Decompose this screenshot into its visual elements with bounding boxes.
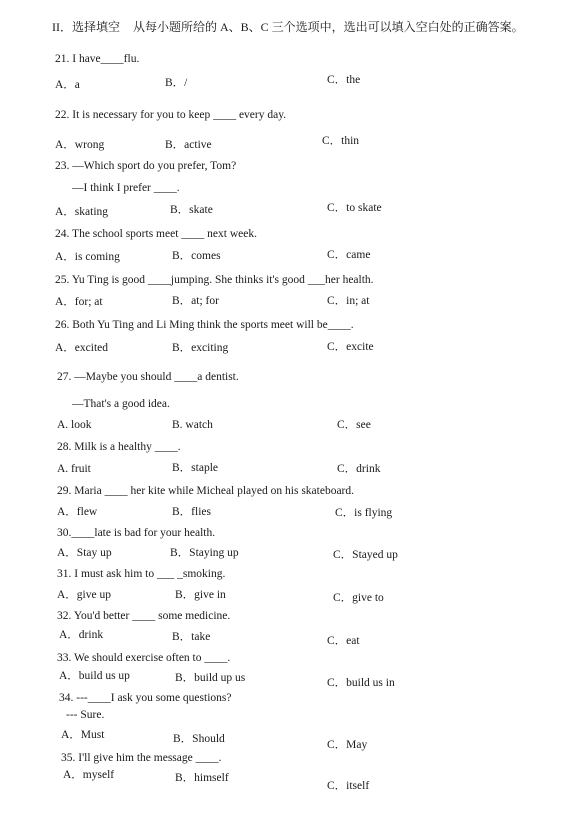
option-b: B．build up us (175, 672, 246, 684)
option-c: C．the (327, 74, 361, 86)
section-instruction: 从每小题所给的 A、B、C 三个选项中，选出可以填入空白处的正确答案。 (133, 20, 524, 34)
option-a: A．give up (57, 589, 111, 601)
option-a: A．wrong (55, 139, 105, 151)
question-stem: 30.____late is bad for your health. (57, 527, 216, 539)
option-c: C．in; at (327, 295, 370, 307)
option-b: B．skate (170, 204, 213, 216)
option-c: C．excite (327, 341, 374, 353)
option-a: A．myself (63, 769, 115, 781)
option-b: B．comes (172, 250, 221, 262)
option-c: C．see (337, 419, 371, 431)
question-stem: 22. It is necessary for you to keep ____ every day. (55, 109, 287, 121)
option-c: C．May (327, 739, 368, 751)
option-c: C．build us in (327, 677, 395, 689)
option-c: C．to skate (327, 202, 382, 214)
question-stem: 29. Maria ____ her kite while Micheal played on his skateboard. (57, 485, 355, 497)
option-b: B．/ (165, 77, 188, 89)
option-c: C．drink (337, 463, 381, 475)
option-a: A．Stay up (57, 547, 112, 559)
section-header (52, 20, 524, 34)
question-stem-line2: --- Sure. (66, 709, 105, 721)
section-label: II．选择填空 (52, 20, 120, 34)
question-stem: 24. The school sports meet ____ next week. (55, 228, 257, 240)
option-c: C．came (327, 249, 371, 261)
option-b: B．exciting (172, 342, 229, 354)
option-b: B．give in (175, 589, 226, 601)
question-stem: 27. —Maybe you should ____a dentist. (57, 371, 239, 383)
option-a: A．drink (59, 629, 104, 641)
option-c: C．is flying (335, 507, 393, 519)
option-a: A. fruit (57, 463, 91, 475)
option-c: C．eat (327, 635, 360, 647)
option-b: B．himself (175, 772, 229, 784)
question-stem: 31. I must ask him to ___ _smoking. (57, 568, 226, 580)
option-c: C．give to (333, 592, 384, 604)
question-stem-line2: —I think I prefer ____. (72, 182, 180, 194)
option-b: B．at; for (172, 295, 219, 307)
question-stem: 34. ---____I ask you some questions? (59, 692, 232, 704)
option-a: A. look (57, 419, 92, 431)
option-b: B．staple (172, 462, 218, 474)
option-a: A．build us up (59, 670, 130, 682)
question-stem: 23. —Which sport do you prefer, Tom? (55, 160, 237, 172)
question-stem: 26. Both Yu Ting and Li Ming think the sports meet will be____. (55, 319, 354, 331)
option-a: A．skating (55, 206, 109, 218)
option-a: A．flew (57, 506, 98, 518)
option-a: A．a (55, 79, 80, 91)
option-a: A．excited (55, 342, 109, 354)
question-stem: 25. Yu Ting is good ____jumping. She thinks it's good ___her health. (55, 274, 374, 286)
option-b: B．flies (172, 506, 211, 518)
question-stem: 21. I have____flu. (55, 53, 140, 65)
option-b: B. watch (172, 419, 213, 431)
question-stem: 33. We should exercise often to ____. (57, 652, 231, 664)
question-stem: 35. I'll give him the message ____. (61, 752, 222, 764)
option-b: B．take (172, 631, 211, 643)
option-b: B．Staying up (170, 547, 239, 559)
option-b: B．Should (173, 733, 225, 745)
question-stem: 28. Milk is a healthy ____. (57, 441, 181, 453)
option-c: C．thin (322, 135, 360, 147)
option-c: C．itself (327, 780, 370, 792)
question-stem: 32. You'd better ____ some medicine. (57, 610, 231, 622)
option-b: B．active (165, 139, 212, 151)
option-a: A．is coming (55, 251, 120, 263)
question-stem-line2: —That's a good idea. (72, 398, 170, 410)
option-a: A．for; at (55, 296, 103, 308)
option-c: C．Stayed up (333, 549, 398, 561)
option-a: A．Must (61, 729, 105, 741)
